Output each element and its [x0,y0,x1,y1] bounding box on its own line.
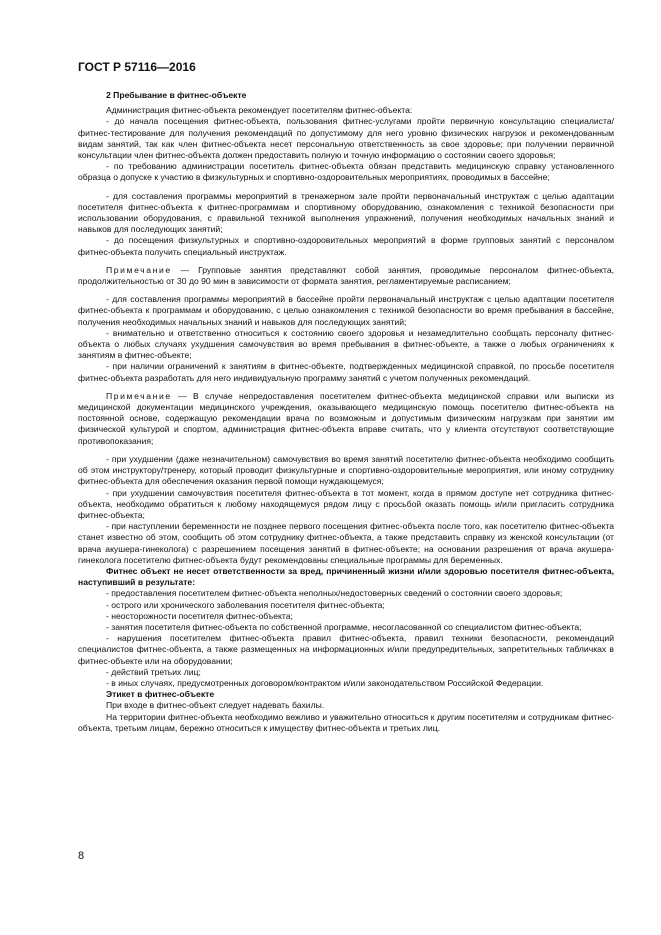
list-item-group-instruction: - до посещения физкультурных и спортивно-оздоровительных мероприятий в форме групповых занятий с персоналом фитнес-объекта получить специальный инструктаж. [78,235,614,257]
section-title: 2 Пребывание в фитнес-объекте [106,90,247,100]
page-number: 8 [78,850,85,862]
list-item-consultation: - до начала посещения фитнес-объекта, пользования фитнес-услугами пройти первичную консультацию специалиста/фитнес-тестирование для получения рекомендаций по допустимому для него уровню физических нагрузок и рекомендованным видам занятий, так как член фитнес-объекта несет персональную ответственность за свое здоровье; при получении первичной консультации член фитнес-объекта должен предоставить полную и точную информацию о состоянии своего здоровья; [78,116,614,161]
liability-heading: Фитнес объект не несет ответственности за вред, причиненный жизни и/или здоровью посетителя фитнес-объекта, наступивший в результате: [78,565,614,588]
note-text: — В случае непредоставления посетителем фитнес-объекта медицинской справки или выписки из медицинской документации медицинского учреждения, оказывающего медицинскую помощь посетителю фитнес-объекта на постоянной основе, содержащую рекомендации врача по возможным и допустимым физическим нагрузкам при занятии им физической культурой и спортом, администрация фитнес-объекта вправе считать, что у клиента отсутствуют соответствующие противопоказания; [78,390,614,446]
etiquette-paragraph: На территории фитнес-объекта необходимо вежливо и уважительно относиться к другим посетителям и сотрудникам фитнес-объекта, третьим лицам, бережно относиться к имуществу фитнес-объекта и третьих лиц. [78,711,614,733]
list-item-pool-instruction: - для составления программы мероприятий в бассейне пройти первоначальный инструктаж с целью адаптации посетителя фитнес-объекта к программам и оборудованию, с целью ознакомления с техникой безопасности во время пребывания в бассейне, получения необходимых начальных знаний и навыков для последующих занятий; [78,294,614,327]
note-label: Примечание [106,264,172,275]
document-header: ГОСТ Р 57116—2016 [78,60,196,74]
note-group-classes [78,265,614,287]
note-medical-absence [78,391,614,447]
liability-item: - нарушения посетителем фитнес-объекта правил фитнес-объекта, правил техники безопасности, рекомендаций специалистов фитнес-объекта, а также размещенных на информационных и/или предупредительных, запретительных табличках в фитнес-объекте или на оборудовании; [78,633,614,666]
liability-item: - в иных случаях, предусмотренных договором/контрактом и/или законодательством Российской Федерации. [106,677,544,688]
liability-item: - острого или хронического заболевания посетителя фитнес-объекта; [106,599,385,610]
list-item-wellbeing-report: - при ухудшении (даже незначительном) самочувствия во время занятий посетителю фитнес-объекта необходимо сообщить об этом инструктору/тренеру, который проводит физкультурные и спортивно-оздоровительные мероприятия, или иному сотруднику фитнес-объекта для обеспечения оказания первой помощи нуждающемуся; [78,453,614,487]
list-item-health-report: - внимательно и ответственно относиться к состоянию своего здоровья и незамедлительно сообщать персоналу фитнес-объекта о любых случаях ухудшения самочувствия во время пребывания в фитнес-объекте, а также о любых ограничениях к занятиям в фитнес-объекте; [78,327,614,361]
list-item-individual-program: - при наличии ограничений к занятиям в фитнес-объекте, подтвержденных медицинской справкой, по просьбе посетителя фитнес-объекта разработать для него индивидуальную программу занятий с учетом полученных рекомендаций. [78,361,614,383]
list-item-gym-instruction: - для составления программы мероприятий в тренажерном зале пройти первоначальный инструктаж с целью адаптации посетителя фитнес-объекта к фитнес-программам и спортивному оборудованию, ознакомления с техникой безопасности при использовании оборудования, с правильной техникой выполнения упражнений, получения необходимых начальных знаний и навыков для последующих занятий; [78,190,614,235]
list-item-ask-help: - при ухудшении самочувствия посетителя фитнес-объекта в тот момент, когда в прямом доступе нет сотрудника фитнес-объекта, необходимо обратиться к любому находящемуся рядом лицу с просьбой оказать помощь и/или пригласить сотрудника фитнес-объекта; [78,487,614,520]
paragraph-intro: Администрация фитнес-объекта рекомендует посетителям фитнес-объекта: [106,105,413,116]
list-item-medical-certificate: - по требованию администрации посетитель фитнес-объекта обязан представить медицинскую справку установленного образца о допуске к участию в физкультурных и спортивно-оздоровительных мероприятиях, проводимых в бассейне; [78,161,614,183]
note-label: Примечание [106,390,172,401]
list-item-pregnancy: - при наступлении беременности не позднее первого посещения фитнес-объекта после того, как посетителю фитнес-объекта станет известно об этом, сообщить об этом сотруднику фитнес-объекта, а также представить справку из женской консультации (от врача акушера-гинеколога) с разрешением посещения занятий в фитнес-объекте; на основании разрешения от врача акушера-гинеколога посетителю фитнес-объекта будут рекомендованы специальные программы для беременных. [78,521,614,565]
page-body [78,90,614,734]
etiquette-paragraph: При входе в фитнес-объект следует надевать бахилы. [106,700,325,711]
etiquette-title: Этикет в фитнес-объекте [106,689,215,700]
note-text: — Групповые занятия представляют собой занятия, проводимые персоналом фитнес-объекта, продолжительностью от 30 до 90 мин в зависимости от формата занятия, регламентируемые расписанием; [78,264,614,287]
liability-item: - предоставления посетителем фитнес-объекта неполных/недостоверных сведений о состоянии своего здоровья; [106,588,563,599]
liability-item: - действий третьих лиц; [106,666,201,677]
liability-item: - неосторожности посетителя фитнес-объекта; [106,610,293,621]
liability-item: - занятия посетителя фитнес-объекта по собственной программе, несогласованной со специалистом фитнес-объекта; [106,621,582,632]
